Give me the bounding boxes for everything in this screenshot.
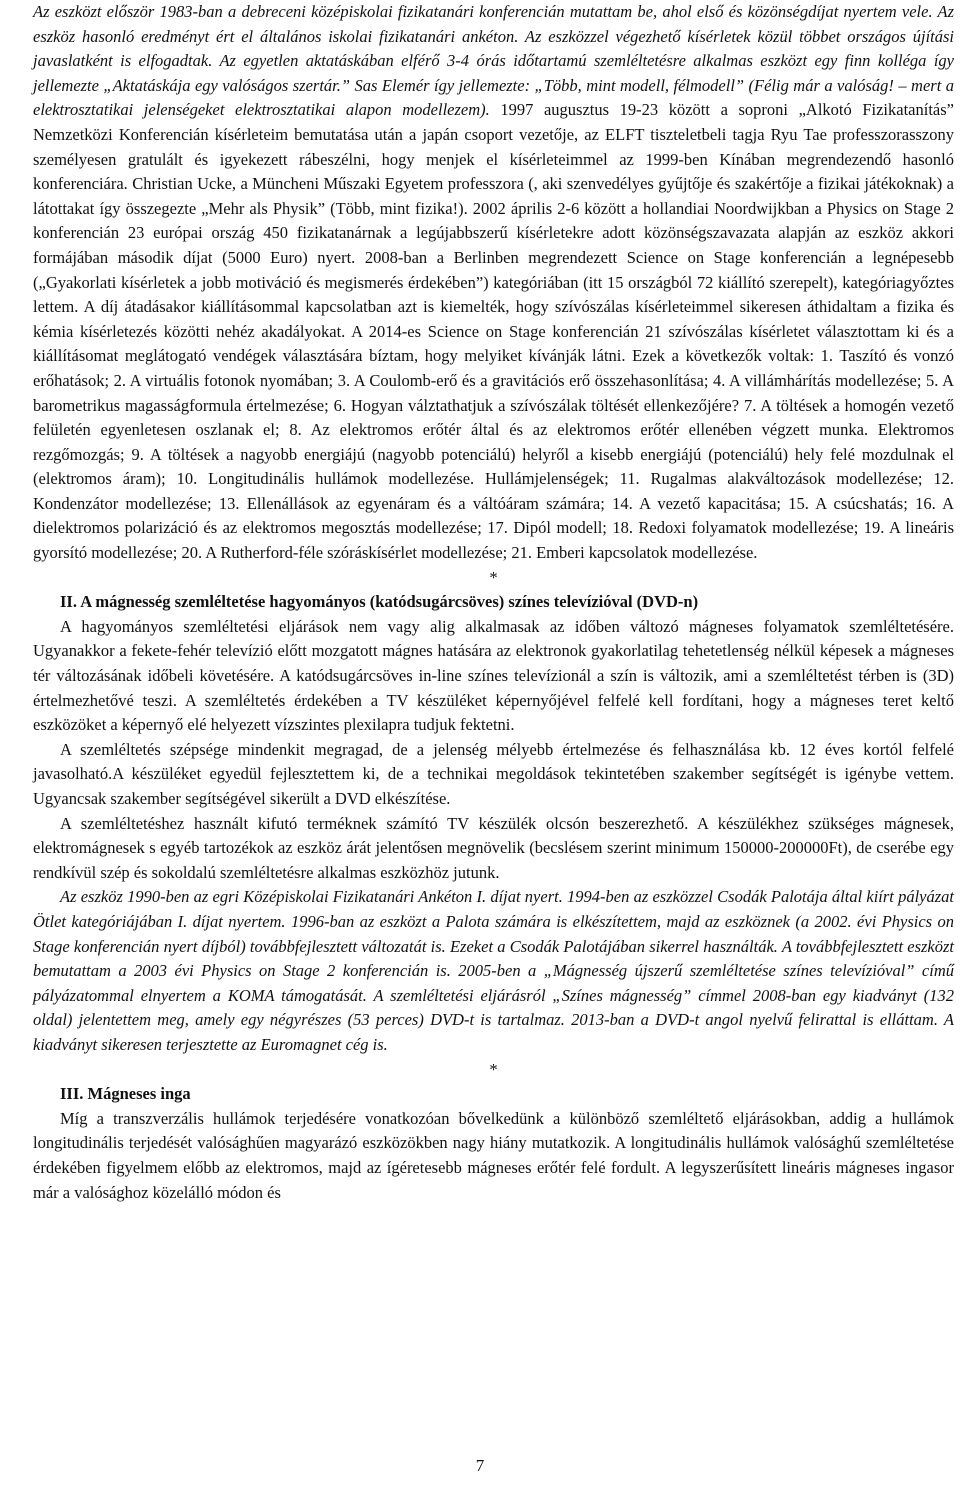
section2-paragraph: A szemléltetés szépsége mindenkit megragad, de a jelenség mélyebb értelmezése és felhasználása kb. 12 éves kortól felfelé javasolható.A készüléket egyedül fejlesztettem ki, de a technikai megoldások tekintetében szakember segítségét is igénybe vettem. Ugyancsak szakember segítségével sikerült a DVD elkészítése. [33,739,954,808]
intro-roman-text: 1997 augusztus 19-23 között a soproni „Alkotó Fizikatanítás” Nemzetközi Konferencián kísérleteim bemutatása után a japán csoport vezetője, az ELFT tiszteletbeli tagja Ryu Tae professzorasszony személyesen gratulált és igyekezett rábeszélni, hogy menjek el kísérleteimmel az 1999-ben Kínában megrendezendő hasonló konferenciára. Christian Ucke, a Müncheni Műszaki Egyetem professzora (, aki szenvedélyes gyűjtője és szakértője a fizikai játékoknak) a látottakat így összegezte „Mehr als Physik” (Több, mint fizika!). 2002 április 2-6 között a hollandiai Noordwijkban a Physics on Stage 2 konferencián 23 európai ország 450 fizikatanárnak a legújabbszerű kísérletekre adott közönségszavazata alapján az eszköz akkori formájában második díjat (5000 Euro) nyert. 2008-ban a Berlinben megrendezett Science on Stage konferencián a legnépesebb („Gyakorlati kísérletek a jobb motiváció és megismerés érdekében”) kategóriában (itt 15 országból 72 kiállító szerepelt), kategóriagyőztes lettem. A díj átadásakor kiállításommal kapcsolatban azt is kiemelték, hogy szívószálas kísérleteimmel sikeresen áthidaltam a fizika és kémia kísérletezés közötti nehéz akadályokat. A 2014-es Science on Stage konferencián 21 szívószálas kísérletet választottam ki és a kiállításomat meglátogató vendégek választására bíztam, hogy melyiket kívánják látni. Ezek a következők voltak: 1. Taszító és vonzó erőhatások; 2. A virtuális fotonok nyomában; 3. A Coulomb-erő és a gravitációs erő összehasonlítása; 4. A villámhárítás modellezése; 5. A barometrikus magasságformula értelmezése; 6. Hogyan válztathatjuk a szívószálak töltését ellenkezőjére? 7. A töltések a homogén vezető felületén egyenletesen oszlanak el; 8. Az elektromos erőtér által és az elektromos erőtér ellenében végzett munka. Elektromos rezgőmozgás; 9. A töltések a nagyobb energiájú (nagyobb potenciálú) helyről a kisebb energiájú (potenciálú) hely felé mozdulnak el (elektromos áram); 10. Longitudinális hullámok modellezése. Hullámjelenségek; 11. Rugalmas alakváltozások modellezése; 12. Kondenzátor modellezése; 13. Ellenállások az egyenáram és a váltóáram számára; 14. A vezető kapacitása; 15. A csúcshatás; 16. A dielektromos polarizáció és az elektromos megosztás modellezése; 17. Dipól modell; 18. Redoxi folyamatok modellezése; 19. A lineáris gyorsító modellezése; 20. A Rutherford-féle szóráskísérlet modellezése; 21. Emberi kapcsolatok modellezése. [33,100,954,563]
section-heading-2 [33,590,954,615]
section-title-2: A mágnesség szemléltetése hagyományos (katódsugárcsöves) színes televízióval (DVD-n) [80,592,699,612]
section-title-3: Mágneses inga [87,1084,191,1104]
section2-paragraph: A hagyományos szemléltetési eljárások nem vagy alig alkalmasak az időben változó mágneses folyamatok szemléltetésére. Ugyanakkor a fekete-fehér televízió előtt mozgatott mágnes hatására az elektronok gyakorlatilag tehetetlenség nélkül képesek a mágneses tér változásának időbeli követésére. A katódsugárcsöves in-line színes televízionál a szín is változik, ami a szemléltetést térben is (3D) értelmezhetővé teszi. A szemléltetés érdekében a TV készüléket képernyőjével felfelé kell fordítani, hogy a mágneses teret keltő eszközöket a képernyő elé helyezett vízszintes plexilapra tudjuk fektetni. [33,616,954,735]
section2-paragraph: A szemléltetéshez használt kifutó terméknek számító TV készülék olcsón beszerezhető. A készülékhez szükséges mágnesek, elektromágnesek s egyéb tartozékok az eszköz árát jelentősen megnövelik (becslésem szerint minimum 150000-200000Ft), de cserébe egy rendkívül szép és sokoldalú szemléltetésre alkalmas eszközhöz jutunk. [33,813,954,882]
section-separator: * [489,1059,498,1079]
section-separator: * [489,567,498,587]
section-heading-3 [33,1082,954,1107]
section-number-2: II. [60,592,77,612]
section2-awards-paragraph: Az eszköz 1990-ben az egri Középiskolai Fizikatanári Ankéton I. díjat nyert. 1994-ben az eszközzel Csodák Palotája által kiírt pályázat Ötlet kategóriájában I. díjat nyertem. 1996-ban az eszközt a Palota számára is elkészítettem, majd az eszköznek (a 2002. évi Physics on Stage konferencián nyert díjból) továbbfejlesztett változatát is. Ezeket a Csodák Palotájában sikerrel használták. A továbbfejlesztett eszközt bemutattam a 2003 évi Physics on Stage 2 konferencián is. 2005-ben a „Mágnesség újszerű szemléltetése színes televízióval” című pályázatommal elnyertem a KOMA támogatását. A szemléltetési eljárásról „Színes mágnesség” címmel 2008-ban egy kiadványt (132 oldal) jelentettem meg, amely egy négyrészes (53 perces) DVD-t is tartalmaz. 2013-ban a DVD-t angol nyelvű felirattal is elláttam. A kiadványt sikeresen terjesztette az Euromagnet cég is. [33,887,954,1054]
section3-paragraph: Míg a transzverzális hullámok terjedésére vonatkozóan bővelkedünk a különböző szemléltető eljárásokban, addig a hullámok longitudinális terjedését valósághűen magyarázó eszközökben nagy hiány mutatkozik. A longitudinális hullámok valósághű szemléltetése érdekében figyelmem előbb az elektromos, majd az ígéretesebb mágneses erőtér felé fordult. A legyszerűsített lineáris mágneses ingasor már a valósághoz közelálló módon és [33,1108,954,1202]
intro-italic-text: Az eszközt először 1983-ban a debreceni középiskolai fizikatanári konferencián mutattam be, ahol első és közönségdíjat nyertem vele. Az eszköz hasonló eredményt ért el általános iskolai fizikatanári ankéton. Az eszközzel végezhető kísérletek közül többet országos újítási javaslatként is elfogadtak. Az egyetlen aktatáskában elférő 3-4 órás időtartamú szemléltetésre alkalmas eszközt egy finn kolléga így jellemezte „Aktatáskája egy valóságos szertár.” Sas Elemér így jellemezte: „Több, mint modell, félmodell” (Félig már a valóság! – mert a elektrosztatikai jelenségeket elektrosztatikai alapon modellezem). [33,2,954,120]
page-number: 7 [475,1456,485,1475]
intro-paragraph [33,0,954,566]
document-page [33,0,954,1205]
section-number-3: III. [60,1084,84,1104]
